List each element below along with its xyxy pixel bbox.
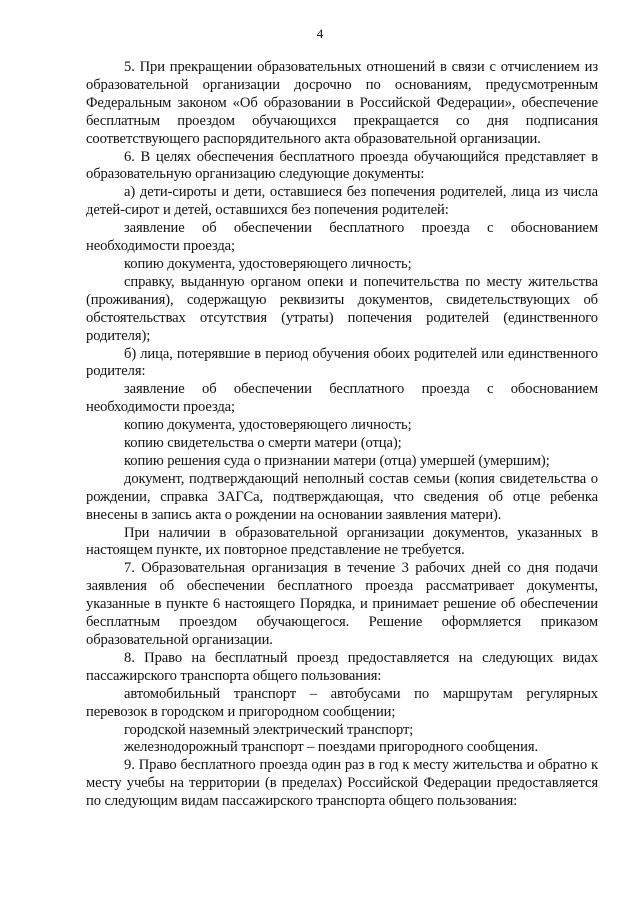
- paragraph-6: 6. В целях обеспечения бесплатного проезда обучающийся представляет в образовательную организацию следующие документы:: [86, 148, 598, 183]
- paragraph-6b: б) лица, потерявшие в период обучения обоих родителей или единственного родителя:: [86, 345, 598, 380]
- paragraph-7: 7. Образовательная организация в течение 3 рабочих дней со дня подачи заявления об обеспечении бесплатного проезда рассматривает документы, указанные в пункте 6 настоящего Порядка, и принимает решение об обеспечении бесплатным проездом обучающегося. Решение оформляется приказом образовательной организации.: [86, 560, 598, 648]
- paragraph-9: 9. Право бесплатного проезда один раз в год к месту жительства и обратно к месту учебы на территории (в пределах) Российской Федерации предоставляется по следующим видам пассажирского транспорта общего пользования:: [86, 757, 598, 810]
- list-item: документ, подтверждающий неполный состав семьи (копия свидетельства о рождении, справка ЗАГСа, подтверждающая, что сведения об отце ребенка внесены в запись акта о рождении на основании заявления матери).: [86, 470, 598, 523]
- list-item: заявление об обеспечении бесплатного проезда с обоснованием необходимости проезда;: [86, 381, 598, 416]
- list-item: справку, выданную органом опеки и попечительства по месту жительства (проживания), содержащую реквизиты документов, свидетельствующих об обстоятельствах отсутствия (утраты) попечения родителей (единственного родителя);: [86, 273, 598, 344]
- paragraph-5: 5. При прекращении образовательных отношений в связи с отчислением из образовательной организации досрочно по основаниям, предусмотренным Федеральным законом «Об образовании в Российской Федерации», обеспечение бесплатным проездом обучающихся прекращается со дня подписания соответствующего распорядительного акта образовательной организации.: [86, 59, 598, 147]
- list-item: копию документа, удостоверяющего личность;: [124, 255, 412, 272]
- document-body: [86, 59, 598, 811]
- paragraph-8: 8. Право на бесплатный проезд предоставляется на следующих видах пассажирского транспорта общего пользования:: [86, 649, 598, 684]
- paragraph-note: При наличии в образовательной организации документов, указанных в настоящем пункте, их повторное представление не требуется.: [86, 524, 598, 559]
- page-number: 4: [316, 26, 324, 41]
- list-item: железнодорожный транспорт – поездами пригородного сообщения.: [124, 739, 539, 756]
- paragraph-6a: а) дети-сироты и дети, оставшиеся без попечения родителей, лица из числа детей-сирот и детей, оставшихся без попечения родителей:: [86, 184, 598, 219]
- list-item: копию свидетельства о смерти матери (отца);: [124, 435, 402, 452]
- list-item: автомобильный транспорт – автобусами по маршрутам регулярных перевозок в городском и пригородном сообщении;: [86, 685, 598, 720]
- list-item: городской наземный электрический транспорт;: [124, 721, 414, 738]
- list-item: копию решения суда о признании матери (отца) умершей (умершим);: [124, 452, 550, 469]
- list-item: заявление об обеспечении бесплатного проезда с обоснованием необходимости проезда;: [86, 220, 598, 255]
- list-item: копию документа, удостоверяющего личность;: [124, 417, 412, 434]
